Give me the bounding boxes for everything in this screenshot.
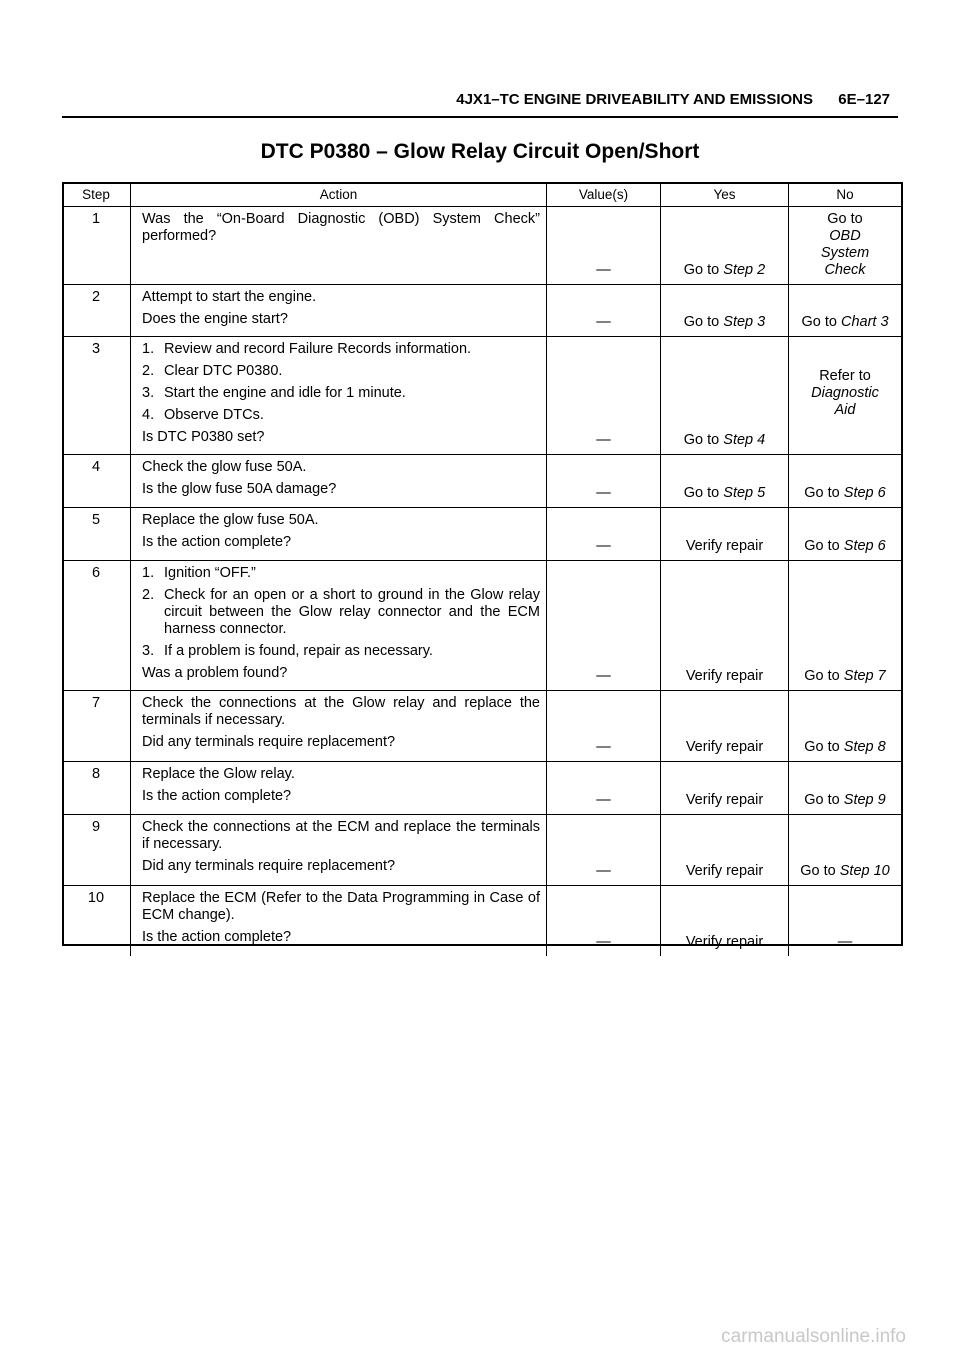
no-cell bbox=[789, 762, 902, 815]
action-cell bbox=[131, 762, 547, 815]
value-cell: — bbox=[547, 691, 661, 762]
no-prefix: Refer to bbox=[819, 367, 871, 384]
step-number: 6 bbox=[62, 561, 131, 691]
value-cell: — bbox=[547, 886, 661, 956]
no-prefix: Go to bbox=[827, 211, 863, 227]
action-cell bbox=[131, 561, 547, 691]
yes-cell: Verify repair bbox=[661, 815, 789, 886]
action-question: Is the action complete? bbox=[142, 534, 292, 550]
yes-target: Step 5 bbox=[723, 485, 766, 501]
action-text: Check the glow fuse 50A. bbox=[142, 459, 307, 475]
yes-cell: Verify repair bbox=[661, 561, 789, 691]
yes-target: Step 4 bbox=[723, 432, 766, 448]
yes-cell: Verify repair bbox=[661, 762, 789, 815]
value-cell: — bbox=[547, 455, 661, 508]
value-cell: — bbox=[547, 815, 661, 886]
table-row bbox=[62, 815, 901, 886]
no-target: Chart 3 bbox=[840, 314, 889, 330]
no-prefix: Go to bbox=[804, 538, 844, 554]
no-cell bbox=[789, 508, 902, 561]
value-cell: — bbox=[547, 207, 661, 285]
table-row bbox=[62, 207, 901, 285]
table-row bbox=[62, 561, 901, 691]
action-text: Check the connections at the ECM and replace the terminals if necessary. bbox=[142, 819, 540, 852]
step-number: 7 bbox=[62, 691, 131, 762]
yes-cell bbox=[661, 207, 789, 285]
value-cell: — bbox=[547, 561, 661, 691]
yes-cell bbox=[661, 455, 789, 508]
yes-cell: Verify repair bbox=[661, 886, 789, 956]
no-cell bbox=[789, 561, 902, 691]
diagnostic-table bbox=[62, 182, 901, 956]
action-question: Is the action complete? bbox=[142, 788, 292, 804]
step-number: 8 bbox=[62, 762, 131, 815]
no-cell bbox=[789, 691, 902, 762]
action-question: Is the glow fuse 50A damage? bbox=[142, 481, 337, 497]
action-text: Replace the Glow relay. bbox=[142, 766, 295, 782]
no-cell bbox=[789, 207, 902, 285]
action-item: 2. Clear DTC P0380. bbox=[142, 363, 283, 379]
value-cell: — bbox=[547, 285, 661, 337]
page-number: 6E–127 bbox=[838, 91, 890, 108]
column-header-action: Action bbox=[131, 182, 547, 207]
no-target: Diagnostic Aid bbox=[811, 384, 879, 418]
yes-target: Step 3 bbox=[723, 314, 766, 330]
action-text: Replace the glow fuse 50A. bbox=[142, 512, 319, 528]
step-number: 2 bbox=[62, 285, 131, 337]
no-target: Step 6 bbox=[843, 538, 886, 554]
section-title: 4JX1–TC ENGINE DRIVEABILITY AND EMISSIONS bbox=[456, 91, 813, 108]
action-text: Check the connections at the Glow relay and replace the terminals if necessary. bbox=[142, 695, 540, 728]
table-row bbox=[62, 285, 901, 337]
no-prefix: Go to bbox=[804, 668, 844, 684]
action-question: Is the action complete? bbox=[142, 929, 292, 945]
page-header bbox=[62, 88, 898, 118]
watermark: carmanualsonline.info bbox=[721, 1326, 906, 1347]
no-target: Step 10 bbox=[839, 863, 890, 879]
table-row bbox=[62, 886, 901, 956]
no-prefix: Go to bbox=[804, 792, 844, 808]
yes-prefix: Go to bbox=[683, 262, 724, 278]
no-prefix: Go to bbox=[800, 863, 840, 879]
yes-cell bbox=[661, 337, 789, 455]
action-question: Is DTC P0380 set? bbox=[142, 429, 265, 445]
step-number: 10 bbox=[62, 886, 131, 956]
yes-cell: Verify repair bbox=[661, 508, 789, 561]
table-row bbox=[62, 762, 901, 815]
no-target: Step 9 bbox=[843, 792, 886, 808]
action-item: 2. Check for an open or a short to ground in the Glow relay circuit between the Glow relay connector and the ECM harness connector. bbox=[142, 587, 540, 637]
step-number: 3 bbox=[62, 337, 131, 455]
action-cell bbox=[131, 508, 547, 561]
table-row bbox=[62, 691, 901, 762]
no-cell bbox=[789, 337, 902, 455]
step-number: 4 bbox=[62, 455, 131, 508]
yes-cell: Verify repair bbox=[661, 691, 789, 762]
action-cell bbox=[131, 207, 547, 285]
table-row bbox=[62, 337, 901, 455]
document-title: DTC P0380 – Glow Relay Circuit Open/Short bbox=[260, 140, 700, 163]
action-cell bbox=[131, 886, 547, 956]
action-text: Was the “On-Board Diagnostic (OBD) System Check” performed? bbox=[142, 211, 540, 244]
step-number: 1 bbox=[62, 207, 131, 285]
no-target: Step 8 bbox=[843, 739, 886, 755]
no-prefix: Go to bbox=[804, 485, 844, 501]
no-prefix: Go to bbox=[804, 739, 844, 755]
yes-prefix: Go to bbox=[683, 432, 724, 448]
action-cell bbox=[131, 455, 547, 508]
action-question: Does the engine start? bbox=[142, 311, 288, 327]
step-number: 9 bbox=[62, 815, 131, 886]
action-text: Replace the ECM (Refer to the Data Programming in Case of ECM change). bbox=[142, 890, 540, 923]
action-cell bbox=[131, 337, 547, 455]
action-question: Was a problem found? bbox=[142, 665, 288, 681]
action-item: 1. Review and record Failure Records information. bbox=[142, 341, 472, 357]
column-header-yes: Yes bbox=[661, 182, 789, 207]
no-cell bbox=[789, 455, 902, 508]
no-prefix: Go to bbox=[801, 314, 841, 330]
column-header-step: Step bbox=[62, 182, 131, 207]
action-item: 3. Start the engine and idle for 1 minute. bbox=[142, 385, 406, 401]
column-header-no: No bbox=[789, 182, 902, 207]
no-target: Step 6 bbox=[843, 485, 886, 501]
action-question: Did any terminals require replacement? bbox=[142, 734, 396, 750]
table-row bbox=[62, 455, 901, 508]
action-item: 4. Observe DTCs. bbox=[142, 407, 264, 423]
no-cell: — bbox=[837, 933, 853, 950]
no-cell bbox=[789, 285, 902, 337]
action-cell bbox=[131, 285, 547, 337]
yes-target: Step 2 bbox=[723, 262, 766, 278]
column-header-value: Value(s) bbox=[547, 182, 661, 207]
action-question: Did any terminals require replacement? bbox=[142, 858, 396, 874]
action-cell bbox=[131, 815, 547, 886]
step-number: 5 bbox=[62, 508, 131, 561]
action-item: 1. Ignition “OFF.” bbox=[142, 565, 256, 581]
action-item: 3. If a problem is found, repair as necessary. bbox=[142, 643, 433, 659]
value-cell: — bbox=[547, 508, 661, 561]
no-target: OBD System Check bbox=[820, 228, 870, 278]
table-row bbox=[62, 508, 901, 561]
yes-prefix: Go to bbox=[683, 485, 724, 501]
value-cell: — bbox=[547, 762, 661, 815]
action-text: Attempt to start the engine. bbox=[142, 289, 317, 305]
yes-cell bbox=[661, 285, 789, 337]
yes-prefix: Go to bbox=[683, 314, 724, 330]
table-header-row bbox=[62, 182, 901, 207]
action-cell bbox=[131, 691, 547, 762]
value-cell: — bbox=[547, 337, 661, 455]
no-cell bbox=[789, 815, 902, 886]
no-target: Step 7 bbox=[843, 668, 886, 684]
